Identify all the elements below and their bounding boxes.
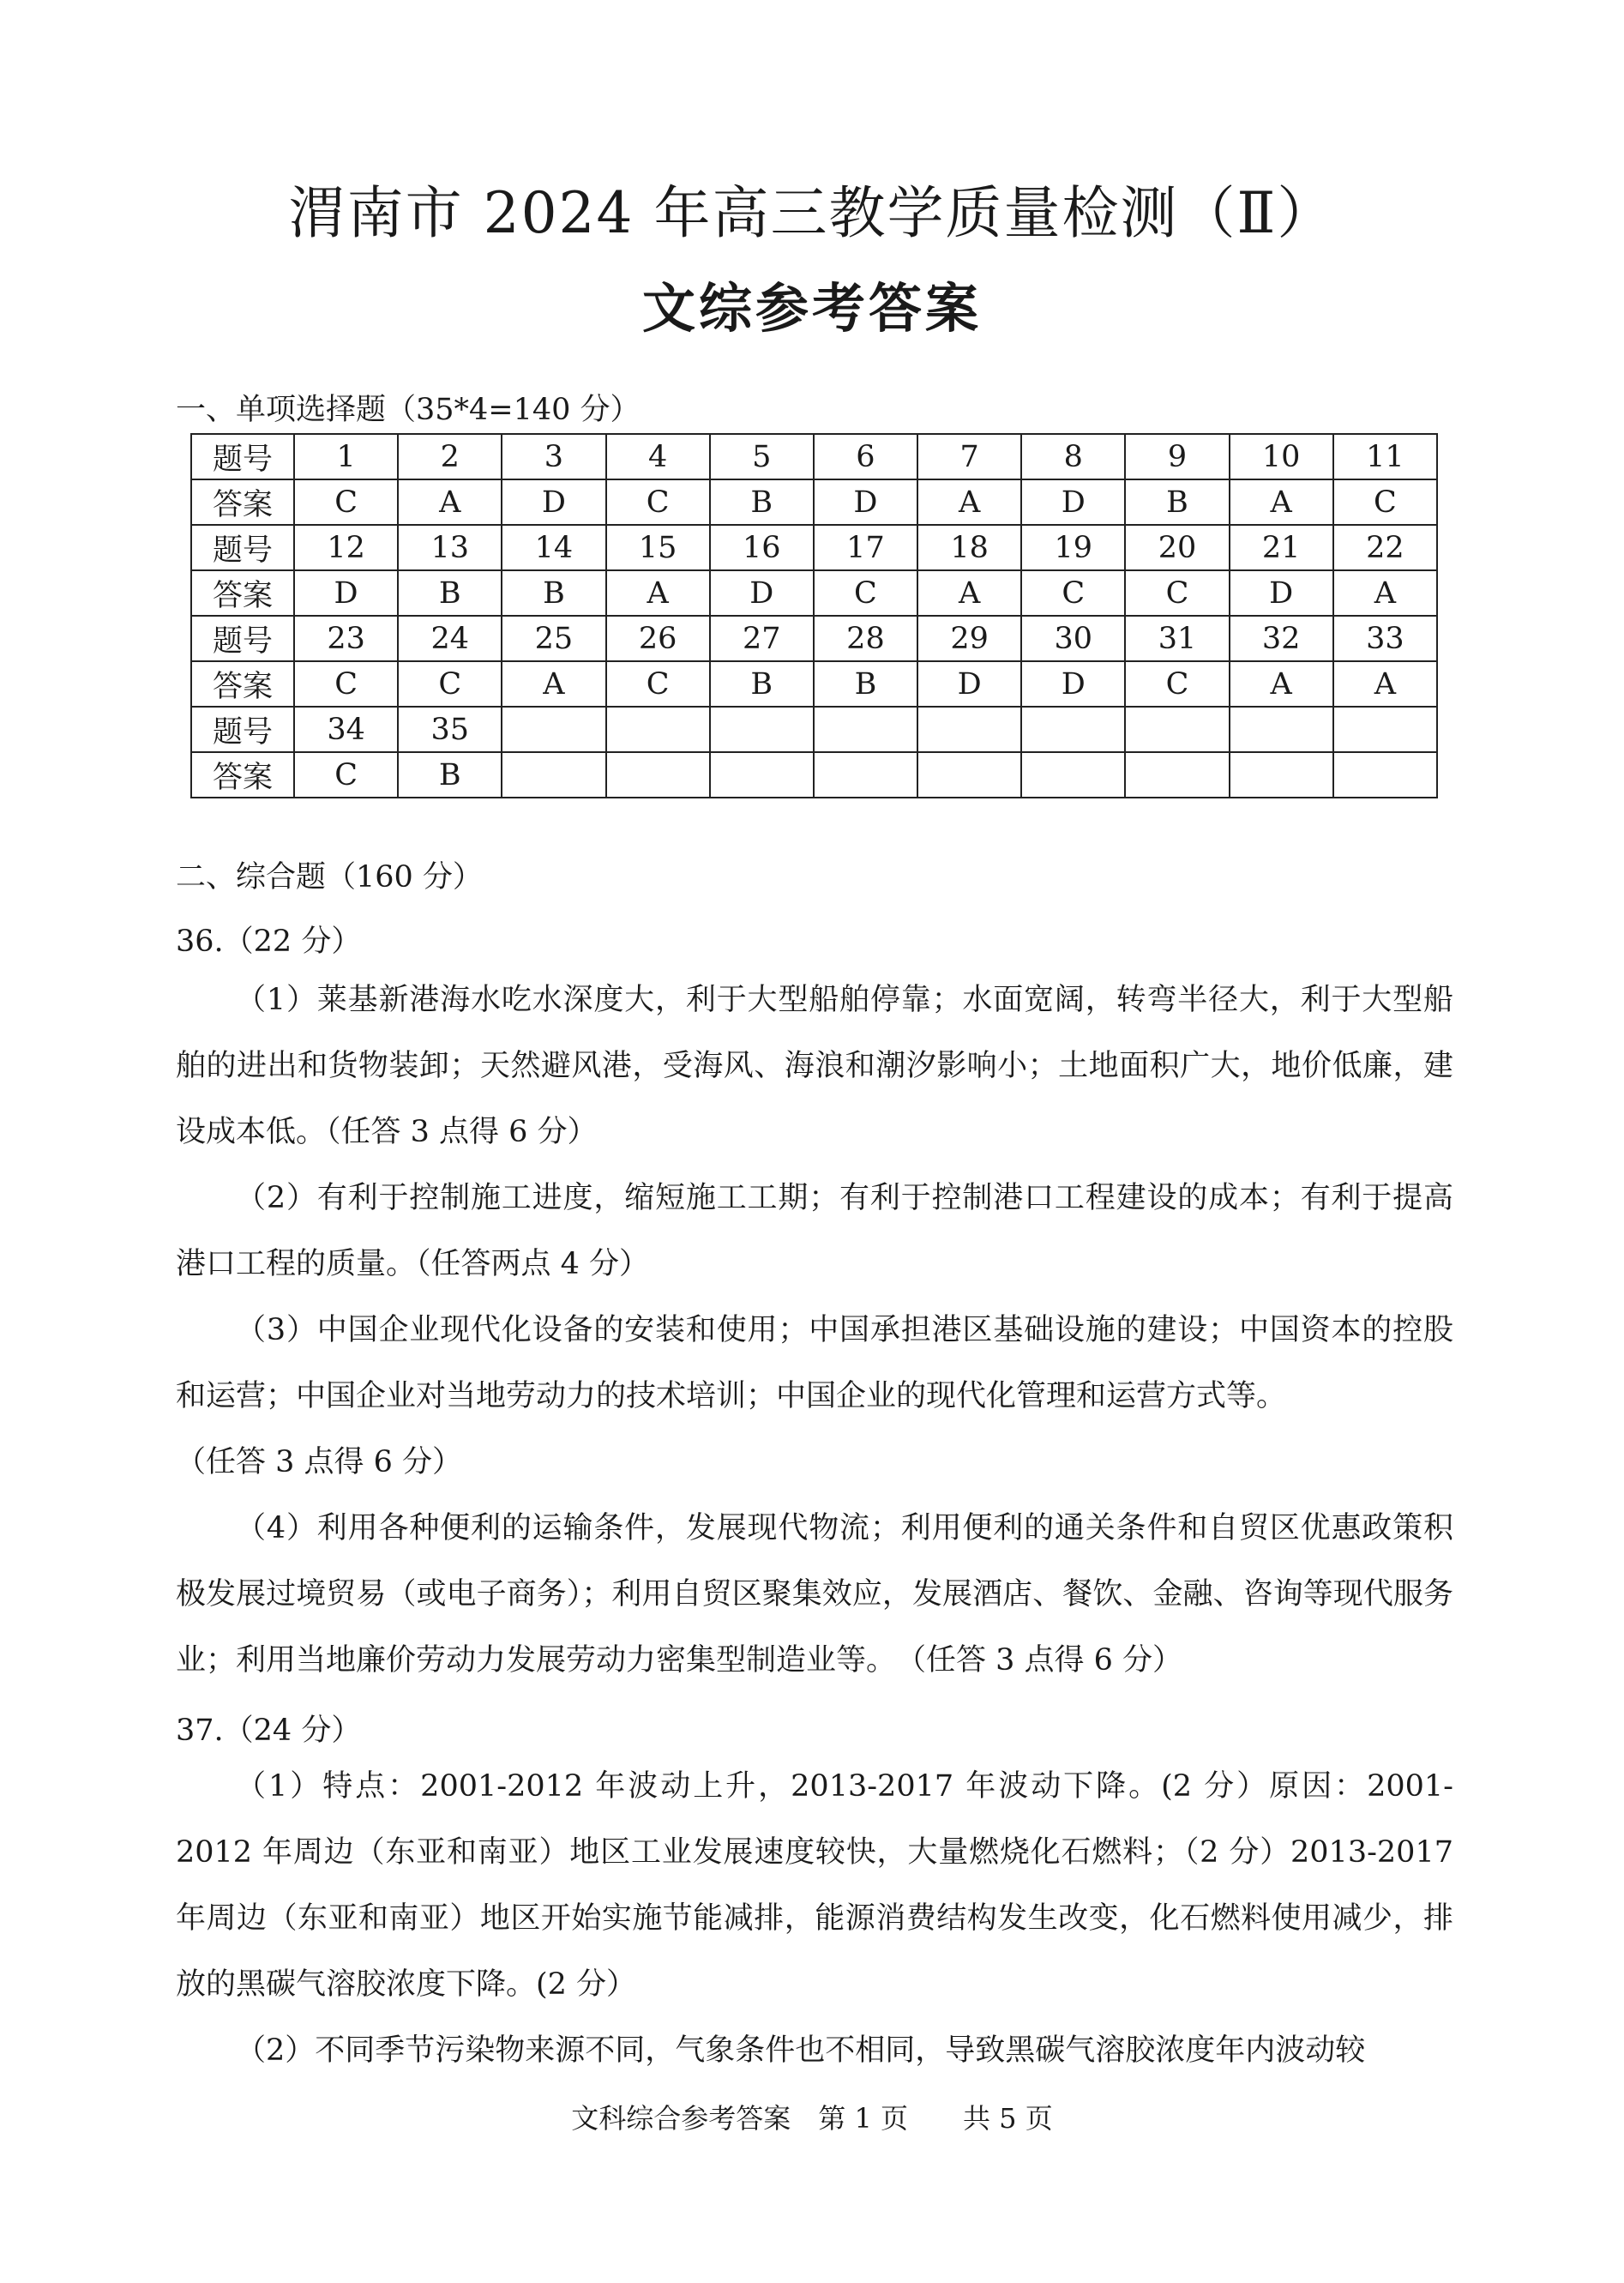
answer-cell: C bbox=[294, 479, 398, 525]
answer-cell bbox=[1333, 752, 1437, 798]
question-cell: 26 bbox=[606, 616, 710, 661]
q37-part1: （1）特点：2001-2012 年波动上升，2013-2017 年波动下降。(2 分）原因：2001-2012 年周边（东亚和南亚）地区工业发展速度较快，大量燃烧化石燃料；（2 分）2013-2017 年周边（东亚和南亚）地区开始实施节能减排，能源消费结构发生改变，化石燃料使用减少，排放的黑碳气溶胶浓度下降。(2 分） bbox=[176, 1769, 1453, 2002]
document-title: 渭南市 2024 年高三教学质量检测（Ⅱ） bbox=[288, 180, 1336, 246]
answer-row bbox=[191, 479, 1437, 525]
question-cell: 32 bbox=[1230, 616, 1333, 661]
page-footer: 文科综合参考答案 第 1 页 共 5 页 bbox=[571, 2102, 1053, 2135]
question-cell bbox=[710, 707, 814, 752]
q37-answers bbox=[176, 1754, 1453, 2084]
answer-row-label: 答案 bbox=[191, 661, 294, 707]
answer-cell: D bbox=[294, 570, 398, 616]
question-cell: 13 bbox=[398, 525, 502, 570]
answer-cell: C bbox=[1125, 570, 1229, 616]
answer-cell: C bbox=[606, 479, 710, 525]
answer-row-label: 答案 bbox=[191, 479, 294, 525]
q36-part4: （4）利用各种便利的运输条件，发展现代物流；利用便利的通关条件和自贸区优惠政策积极发展过境贸易（或电子商务）；利用自贸区聚集效应，发展酒店、餐饮、金融、咨询等现代服务业；利用当地廉价劳动力发展劳动力密集型制造业等。 （任答 3 点得 6 分） bbox=[176, 1511, 1453, 1678]
answer-row-label: 答案 bbox=[191, 752, 294, 798]
answer-cell: D bbox=[814, 479, 917, 525]
question-cell: 4 bbox=[606, 434, 710, 479]
q36-part1: （1）莱基新港海水吃水深度大，利于大型船舶停靠；水面宽阔，转弯半径大，利于大型船舶的进出和货物装卸；天然避风港，受海风、海浪和潮汐影响小；土地面积广大，地价低廉，建设成本低。（任答 3 点得 6 分） bbox=[176, 983, 1453, 1149]
question-cell: 2 bbox=[398, 434, 502, 479]
question-cell: 19 bbox=[1021, 525, 1125, 570]
q36-part3-score: （任答 3 点得 6 分） bbox=[176, 1445, 463, 1479]
answer-cell bbox=[1021, 752, 1125, 798]
q36-part3: （3）中国企业现代化设备的安装和使用；中国承担港区基础设施的建设；中国资本的控股和运营；中国企业对当地劳动力的技术培训；中国企业的现代化管理和运营方式等。 bbox=[176, 1313, 1453, 1413]
question-cell bbox=[814, 707, 917, 752]
q37-part2: （2）不同季节污染物来源不同，气象条件也不相同，导致黑碳气溶胶浓度年内波动较 bbox=[236, 2033, 1366, 2068]
question-cell bbox=[1333, 707, 1437, 752]
answer-cell: C bbox=[1021, 570, 1125, 616]
answer-cell: A bbox=[1333, 570, 1437, 616]
answer-cell: A bbox=[1333, 661, 1437, 707]
question-cell: 22 bbox=[1333, 525, 1437, 570]
answer-cell bbox=[502, 752, 605, 798]
answer-cell: B bbox=[1125, 479, 1229, 525]
answer-cell: A bbox=[398, 479, 502, 525]
q36-heading: 36.（22 分） bbox=[176, 925, 362, 959]
question-row bbox=[191, 616, 1437, 661]
question-cell bbox=[917, 707, 1021, 752]
question-cell: 34 bbox=[294, 707, 398, 752]
answer-cell: B bbox=[398, 570, 502, 616]
question-cell: 28 bbox=[814, 616, 917, 661]
answer-cell: D bbox=[1021, 479, 1125, 525]
question-cell: 23 bbox=[294, 616, 398, 661]
question-cell: 3 bbox=[502, 434, 605, 479]
question-cell: 29 bbox=[917, 616, 1021, 661]
q36-answers bbox=[176, 967, 1453, 1694]
answer-cell: C bbox=[814, 570, 917, 616]
q37-heading: 37.（24 分） bbox=[176, 1714, 362, 1748]
question-cell bbox=[1230, 707, 1333, 752]
answer-cell: A bbox=[606, 570, 710, 616]
answer-cell bbox=[1125, 752, 1229, 798]
answer-cell bbox=[917, 752, 1021, 798]
question-row-label: 题号 bbox=[191, 616, 294, 661]
question-cell: 11 bbox=[1333, 434, 1437, 479]
question-row bbox=[191, 707, 1437, 752]
question-cell bbox=[1125, 707, 1229, 752]
answer-cell: D bbox=[710, 570, 814, 616]
answer-row bbox=[191, 752, 1437, 798]
question-cell: 31 bbox=[1125, 616, 1229, 661]
answer-cell: B bbox=[710, 661, 814, 707]
question-cell: 7 bbox=[917, 434, 1021, 479]
answer-cell: B bbox=[710, 479, 814, 525]
answer-cell: D bbox=[917, 661, 1021, 707]
answer-cell bbox=[1230, 752, 1333, 798]
question-cell: 16 bbox=[710, 525, 814, 570]
question-cell: 8 bbox=[1021, 434, 1125, 479]
answer-cell: C bbox=[1125, 661, 1229, 707]
answer-cell: A bbox=[1230, 661, 1333, 707]
question-cell: 24 bbox=[398, 616, 502, 661]
answer-cell: C bbox=[606, 661, 710, 707]
question-cell: 17 bbox=[814, 525, 917, 570]
answer-row bbox=[191, 661, 1437, 707]
answer-row-label: 答案 bbox=[191, 570, 294, 616]
question-cell: 1 bbox=[294, 434, 398, 479]
question-cell: 12 bbox=[294, 525, 398, 570]
question-cell: 6 bbox=[814, 434, 917, 479]
question-cell: 20 bbox=[1125, 525, 1229, 570]
question-cell: 30 bbox=[1021, 616, 1125, 661]
answer-row bbox=[191, 570, 1437, 616]
question-cell: 14 bbox=[502, 525, 605, 570]
question-cell: 33 bbox=[1333, 616, 1437, 661]
answer-cell: C bbox=[1333, 479, 1437, 525]
question-cell bbox=[1021, 707, 1125, 752]
answer-cell: B bbox=[814, 661, 917, 707]
answer-cell: B bbox=[398, 752, 502, 798]
question-row bbox=[191, 434, 1437, 479]
question-cell: 9 bbox=[1125, 434, 1229, 479]
question-cell: 35 bbox=[398, 707, 502, 752]
answer-cell: C bbox=[398, 661, 502, 707]
answer-cell: D bbox=[1230, 570, 1333, 616]
answer-cell: D bbox=[502, 479, 605, 525]
question-cell: 10 bbox=[1230, 434, 1333, 479]
question-cell bbox=[502, 707, 605, 752]
answer-cell: D bbox=[1021, 661, 1125, 707]
question-row bbox=[191, 525, 1437, 570]
question-row-label: 题号 bbox=[191, 707, 294, 752]
document-subtitle: 文综参考答案 bbox=[641, 277, 982, 340]
answer-cell: C bbox=[294, 752, 398, 798]
question-row-label: 题号 bbox=[191, 434, 294, 479]
question-cell: 18 bbox=[917, 525, 1021, 570]
section2-heading: 二、综合题（160 分） bbox=[176, 860, 483, 895]
q36-part2: （2）有利于控制施工进度，缩短施工工期；有利于控制港口工程建设的成本；有利于提高港口工程的质量。（任答两点 4 分） bbox=[176, 1181, 1453, 1281]
answer-cell: B bbox=[502, 570, 605, 616]
question-cell bbox=[606, 707, 710, 752]
question-cell: 15 bbox=[606, 525, 710, 570]
question-cell: 25 bbox=[502, 616, 605, 661]
answer-cell bbox=[814, 752, 917, 798]
answer-cell bbox=[606, 752, 710, 798]
question-cell: 21 bbox=[1230, 525, 1333, 570]
answer-cell: A bbox=[917, 570, 1021, 616]
question-cell: 27 bbox=[710, 616, 814, 661]
question-row-label: 题号 bbox=[191, 525, 294, 570]
answer-cell: A bbox=[1230, 479, 1333, 525]
question-cell: 5 bbox=[710, 434, 814, 479]
answer-cell: A bbox=[502, 661, 605, 707]
answer-cell: C bbox=[294, 661, 398, 707]
answer-cell bbox=[710, 752, 814, 798]
answer-table bbox=[190, 433, 1438, 798]
section1-heading: 一、单项选择题（35*4=140 分） bbox=[176, 393, 641, 427]
answer-cell: A bbox=[917, 479, 1021, 525]
